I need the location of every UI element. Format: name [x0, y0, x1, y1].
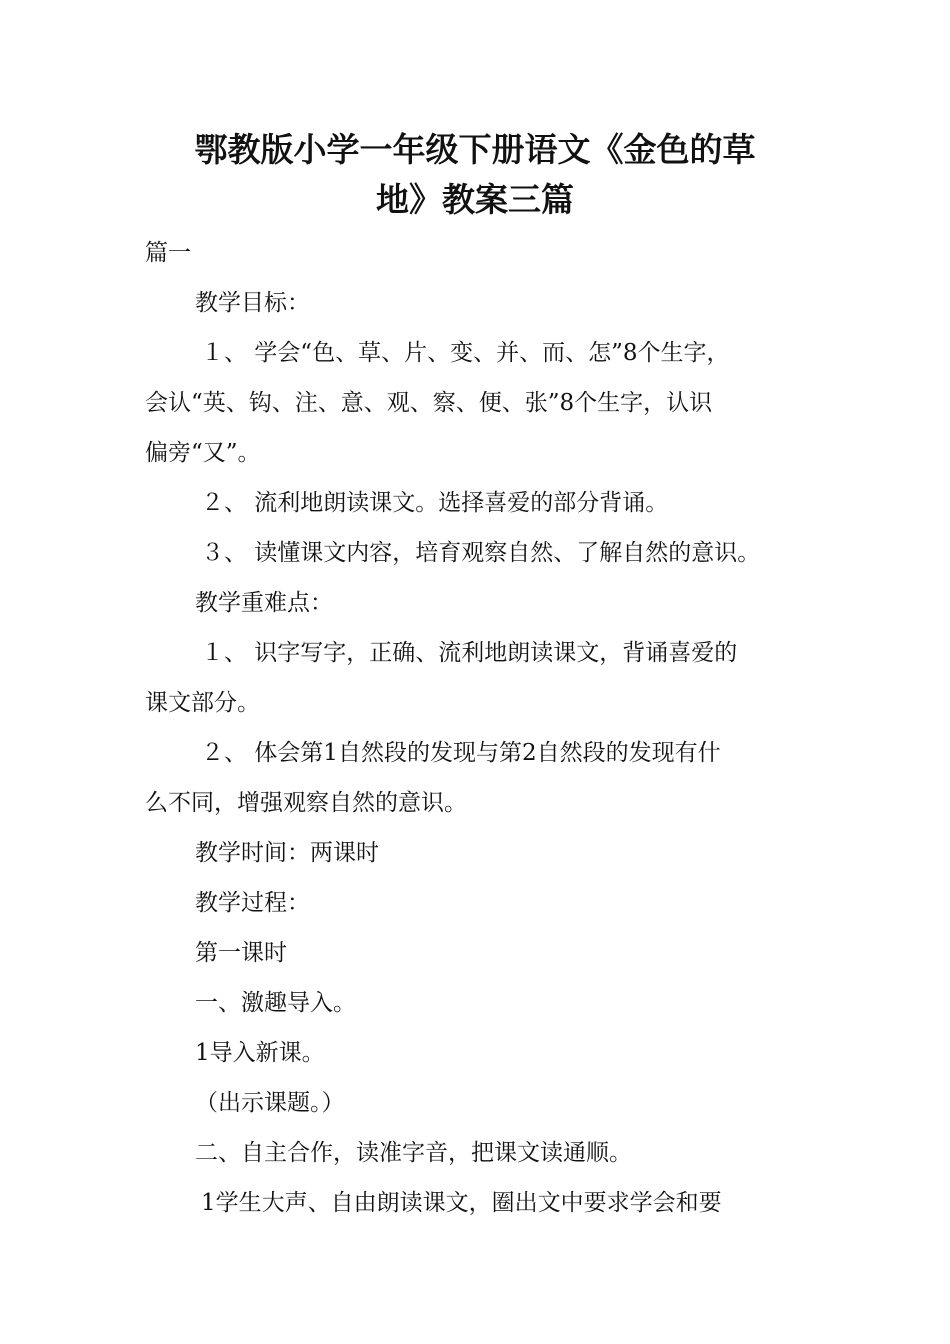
paragraph-step-1: 一、激趣导入。: [195, 990, 356, 1016]
paragraph-key-1-line-1: １、 识字写字，正确、流利地朗读课文，背诵喜爱的: [201, 640, 738, 666]
paragraph-key-1-line-2: 课文部分。: [145, 690, 260, 716]
paragraph-teaching-time: 教学时间：两课时: [195, 840, 379, 866]
paragraph-goal-1-line-2: 会认“英、钩、注、意、观、察、便、张”8个生字，认识: [145, 390, 713, 416]
section-heading: 篇一: [145, 240, 191, 266]
paragraph-teaching-goals: 教学目标：: [195, 290, 310, 316]
paragraph-goal-2: ２、 流利地朗读课文。选择喜爱的部分背诵。: [201, 490, 669, 516]
paragraph-teaching-process: 教学过程：: [195, 890, 310, 916]
paragraph-goal-1-line-3: 偏旁“又”。: [145, 440, 261, 466]
document-body: [145, 228, 815, 1228]
paragraph-first-lesson: 第一课时: [195, 940, 287, 966]
paragraph-key-2-line-2: 么不同，增强观察自然的意识。: [145, 790, 467, 816]
paragraph-goal-3: ３、 读懂课文内容，培育观察自然、了解自然的意识。: [201, 540, 761, 566]
paragraph-key-points: 教学重难点：: [195, 590, 333, 616]
paragraph-step-2: 二、自主合作，读准字音，把课文读通顺。: [195, 1140, 632, 1166]
paragraph-show-title: （出示课题。）: [195, 1090, 345, 1116]
paragraph-goal-1-line-1: １、 学会“色、草、片、变、并、而、怎”8个生字，: [201, 340, 730, 366]
document-title-line-1: 鄂教版小学一年级下册语文《金色的草: [194, 130, 756, 169]
paragraph-key-2-line-1: ２、 体会第1自然段的发现与第2自然段的发现有什: [201, 740, 721, 766]
paragraph-step-2-item-1: 1学生大声、自由朗读课文，圈出文中要求学会和要: [201, 1190, 722, 1216]
paragraph-step-1-item-1: 1导入新课。: [195, 1040, 325, 1066]
document-title-line-2: 地》教案三篇: [376, 180, 574, 219]
